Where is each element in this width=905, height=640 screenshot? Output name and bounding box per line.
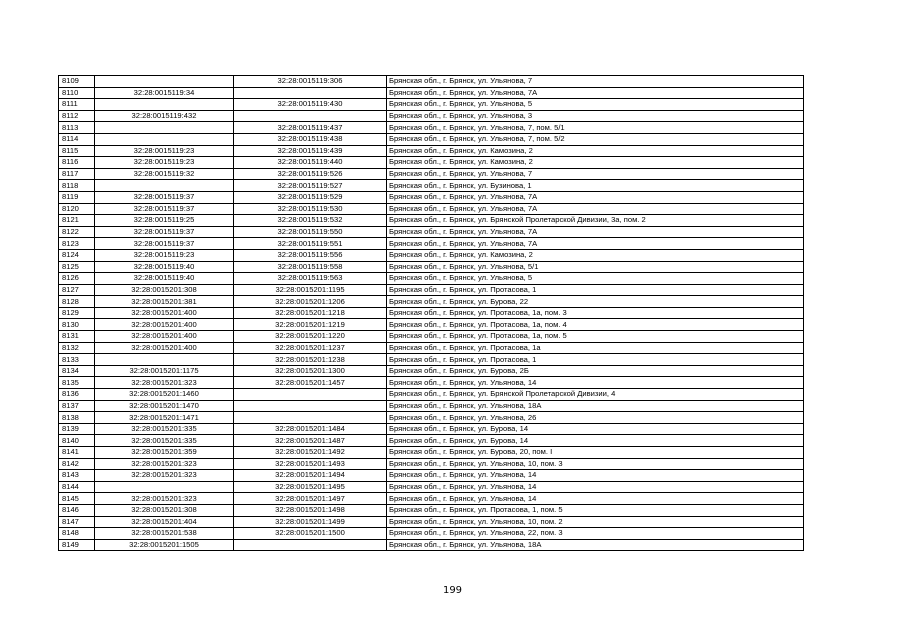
row-number-cell: 8146	[59, 504, 95, 516]
address-cell: Брянская обл., г. Брянск, ул. Ульянова, 7А	[387, 238, 804, 250]
parcel-cadastral-number-cell: 32:28:0015201:538	[95, 528, 234, 540]
parcel-cadastral-number-cell: 32:28:0015119:25	[95, 215, 234, 227]
address-cell: Брянская обл., г. Брянск, ул. Ульянова, 7	[387, 168, 804, 180]
parcel-cadastral-number-cell: 32:28:0015201:400	[95, 307, 234, 319]
parcel-cadastral-number-cell: 32:28:0015201:323	[95, 377, 234, 389]
row-number-cell: 8128	[59, 296, 95, 308]
address-cell: Брянская обл., г. Брянск, ул. Бурова, 2Б	[387, 365, 804, 377]
address-cell: Брянская обл., г. Брянск, ул. Протасова, 1а, пом. 4	[387, 319, 804, 331]
table-row	[59, 157, 804, 169]
parcel-cadastral-number-cell	[95, 133, 234, 145]
object-cadastral-number-cell: 32:28:0015119:526	[234, 168, 387, 180]
object-cadastral-number-cell: 32:28:0015119:550	[234, 226, 387, 238]
address-cell: Брянская обл., г. Брянск, ул. Ульянова, 18А	[387, 400, 804, 412]
row-number-cell: 8123	[59, 238, 95, 250]
address-cell: Брянская обл., г. Брянск, ул. Ульянова, 18А	[387, 539, 804, 551]
object-cadastral-number-cell	[234, 110, 387, 122]
table-row	[59, 458, 804, 470]
table-row	[59, 168, 804, 180]
row-number-cell: 8109	[59, 76, 95, 88]
object-cadastral-number-cell: 32:28:0015201:1493	[234, 458, 387, 470]
parcel-cadastral-number-cell	[95, 122, 234, 134]
parcel-cadastral-number-cell: 32:28:0015201:1460	[95, 389, 234, 401]
object-cadastral-number-cell: 32:28:0015201:1457	[234, 377, 387, 389]
parcel-cadastral-number-cell: 32:28:0015201:381	[95, 296, 234, 308]
address-cell: Брянская обл., г. Брянск, ул. Бурова, 22	[387, 296, 804, 308]
object-cadastral-number-cell: 32:28:0015119:551	[234, 238, 387, 250]
row-number-cell: 8131	[59, 331, 95, 343]
row-number-cell: 8137	[59, 400, 95, 412]
row-number-cell: 8119	[59, 191, 95, 203]
object-cadastral-number-cell: 32:28:0015201:1195	[234, 284, 387, 296]
table-row	[59, 307, 804, 319]
object-cadastral-number-cell	[234, 539, 387, 551]
row-number-cell: 8143	[59, 470, 95, 482]
table-row	[59, 365, 804, 377]
address-cell: Брянская обл., г. Брянск, ул. Ульянова, 7А	[387, 191, 804, 203]
address-cell: Брянская обл., г. Брянск, ул. Бурова, 14	[387, 435, 804, 447]
address-cell: Брянская обл., г. Брянск, ул. Бурова, 14	[387, 423, 804, 435]
address-cell: Брянская обл., г. Брянск, ул. Протасова, 1а	[387, 342, 804, 354]
object-cadastral-number-cell: 32:28:0015119:558	[234, 261, 387, 273]
object-cadastral-number-cell: 32:28:0015201:1500	[234, 528, 387, 540]
object-cadastral-number-cell: 32:28:0015201:1492	[234, 447, 387, 459]
object-cadastral-number-cell: 32:28:0015119:529	[234, 191, 387, 203]
object-cadastral-number-cell	[234, 400, 387, 412]
table-row	[59, 435, 804, 447]
address-cell: Брянская обл., г. Брянск, ул. Ульянова, 14	[387, 377, 804, 389]
row-number-cell: 8112	[59, 110, 95, 122]
table-row	[59, 238, 804, 250]
object-cadastral-number-cell: 32:28:0015201:1484	[234, 423, 387, 435]
object-cadastral-number-cell: 32:28:0015201:1218	[234, 307, 387, 319]
address-cell: Брянская обл., г. Брянск, ул. Ульянова, 7А	[387, 203, 804, 215]
table-row	[59, 400, 804, 412]
parcel-cadastral-number-cell: 32:28:0015119:37	[95, 203, 234, 215]
parcel-cadastral-number-cell: 32:28:0015201:400	[95, 331, 234, 343]
row-number-cell: 8126	[59, 273, 95, 285]
registry-table-body	[59, 76, 804, 551]
row-number-cell: 8130	[59, 319, 95, 331]
parcel-cadastral-number-cell	[95, 354, 234, 366]
table-row	[59, 99, 804, 111]
object-cadastral-number-cell	[234, 389, 387, 401]
object-cadastral-number-cell: 32:28:0015119:437	[234, 122, 387, 134]
parcel-cadastral-number-cell: 32:28:0015201:1175	[95, 365, 234, 377]
parcel-cadastral-number-cell: 32:28:0015201:335	[95, 435, 234, 447]
row-number-cell: 8116	[59, 157, 95, 169]
object-cadastral-number-cell: 32:28:0015119:530	[234, 203, 387, 215]
table-row	[59, 319, 804, 331]
row-number-cell: 8135	[59, 377, 95, 389]
row-number-cell: 8113	[59, 122, 95, 134]
table-row	[59, 122, 804, 134]
parcel-cadastral-number-cell: 32:28:0015119:40	[95, 261, 234, 273]
table-row	[59, 249, 804, 261]
table-row	[59, 215, 804, 227]
row-number-cell: 8117	[59, 168, 95, 180]
table-row	[59, 296, 804, 308]
table-row	[59, 354, 804, 366]
address-cell: Брянская обл., г. Брянск, ул. Ульянова, 5	[387, 99, 804, 111]
table-row	[59, 481, 804, 493]
table-row	[59, 423, 804, 435]
table-row	[59, 331, 804, 343]
table-row	[59, 110, 804, 122]
parcel-cadastral-number-cell	[95, 99, 234, 111]
row-number-cell: 8132	[59, 342, 95, 354]
row-number-cell: 8129	[59, 307, 95, 319]
object-cadastral-number-cell: 32:28:0015119:532	[234, 215, 387, 227]
address-cell: Брянская обл., г. Брянск, ул. Протасова, 1а, пом. 5	[387, 331, 804, 343]
address-cell: Брянская обл., г. Брянск, ул. Ульянова, 3	[387, 110, 804, 122]
object-cadastral-number-cell: 32:28:0015201:1497	[234, 493, 387, 505]
table-row	[59, 504, 804, 516]
page-number: 199	[442, 585, 463, 596]
object-cadastral-number-cell: 32:28:0015119:556	[234, 249, 387, 261]
table-row	[59, 493, 804, 505]
parcel-cadastral-number-cell: 32:28:0015119:40	[95, 273, 234, 285]
address-cell: Брянская обл., г. Брянск, ул. Ульянова, 7А	[387, 87, 804, 99]
row-number-cell: 8133	[59, 354, 95, 366]
parcel-cadastral-number-cell: 32:28:0015201:400	[95, 342, 234, 354]
row-number-cell: 8141	[59, 447, 95, 459]
row-number-cell: 8125	[59, 261, 95, 273]
parcel-cadastral-number-cell: 32:28:0015119:432	[95, 110, 234, 122]
parcel-cadastral-number-cell: 32:28:0015119:32	[95, 168, 234, 180]
address-cell: Брянская обл., г. Брянск, ул. Ульянова, 14	[387, 481, 804, 493]
address-cell: Брянская обл., г. Брянск, ул. Бурова, 20, пом. I	[387, 447, 804, 459]
row-number-cell: 8121	[59, 215, 95, 227]
address-cell: Брянская обл., г. Брянск, ул. Камозина, 2	[387, 157, 804, 169]
parcel-cadastral-number-cell: 32:28:0015201:323	[95, 470, 234, 482]
address-cell: Брянская обл., г. Брянск, ул. Ульянова, 10, пом. 3	[387, 458, 804, 470]
parcel-cadastral-number-cell: 32:28:0015201:1470	[95, 400, 234, 412]
parcel-cadastral-number-cell: 32:28:0015201:308	[95, 284, 234, 296]
object-cadastral-number-cell: 32:28:0015119:438	[234, 133, 387, 145]
row-number-cell: 8142	[59, 458, 95, 470]
parcel-cadastral-number-cell: 32:28:0015201:400	[95, 319, 234, 331]
address-cell: Брянская обл., г. Брянск, ул. Ульянова, 7А	[387, 226, 804, 238]
parcel-cadastral-number-cell: 32:28:0015119:23	[95, 249, 234, 261]
table-row	[59, 191, 804, 203]
address-cell: Брянская обл., г. Брянск, ул. Ульянова, 22, пом. 3	[387, 528, 804, 540]
object-cadastral-number-cell: 32:28:0015201:1495	[234, 481, 387, 493]
parcel-cadastral-number-cell: 32:28:0015201:404	[95, 516, 234, 528]
address-cell: Брянская обл., г. Брянск, ул. Камозина, 2	[387, 145, 804, 157]
object-cadastral-number-cell: 32:28:0015201:1494	[234, 470, 387, 482]
table-row	[59, 516, 804, 528]
object-cadastral-number-cell: 32:28:0015201:1220	[234, 331, 387, 343]
parcel-cadastral-number-cell: 32:28:0015119:37	[95, 191, 234, 203]
row-number-cell: 8120	[59, 203, 95, 215]
row-number-cell: 8127	[59, 284, 95, 296]
object-cadastral-number-cell	[234, 412, 387, 424]
object-cadastral-number-cell: 32:28:0015119:430	[234, 99, 387, 111]
address-cell: Брянская обл., г. Брянск, ул. Ульянова, 7, пом. 5/1	[387, 122, 804, 134]
address-cell: Брянская обл., г. Брянск, ул. Брянской Пролетарской Дивизии, 4	[387, 389, 804, 401]
parcel-cadastral-number-cell: 32:28:0015119:23	[95, 157, 234, 169]
address-cell: Брянская обл., г. Брянск, ул. Ульянова, 10, пом. 2	[387, 516, 804, 528]
parcel-cadastral-number-cell: 32:28:0015201:359	[95, 447, 234, 459]
address-cell: Брянская обл., г. Брянск, ул. Протасова, 1	[387, 354, 804, 366]
table-row	[59, 377, 804, 389]
parcel-cadastral-number-cell: 32:28:0015201:1471	[95, 412, 234, 424]
row-number-cell: 8118	[59, 180, 95, 192]
row-number-cell: 8110	[59, 87, 95, 99]
object-cadastral-number-cell: 32:28:0015119:306	[234, 76, 387, 88]
address-cell: Брянская обл., г. Брянск, ул. Ульянова, 14	[387, 493, 804, 505]
row-number-cell: 8111	[59, 99, 95, 111]
address-cell: Брянская обл., г. Брянск, ул. Протасова, 1	[387, 284, 804, 296]
parcel-cadastral-number-cell: 32:28:0015119:37	[95, 238, 234, 250]
address-cell: Брянская обл., г. Брянск, ул. Бузинова, 1	[387, 180, 804, 192]
object-cadastral-number-cell: 32:28:0015119:527	[234, 180, 387, 192]
table-row	[59, 87, 804, 99]
row-number-cell: 8149	[59, 539, 95, 551]
object-cadastral-number-cell: 32:28:0015201:1219	[234, 319, 387, 331]
table-row	[59, 447, 804, 459]
object-cadastral-number-cell: 32:28:0015201:1238	[234, 354, 387, 366]
table-row	[59, 180, 804, 192]
address-cell: Брянская обл., г. Брянск, ул. Протасова, 1а, пом. 3	[387, 307, 804, 319]
table-row	[59, 389, 804, 401]
row-number-cell: 8144	[59, 481, 95, 493]
object-cadastral-number-cell: 32:28:0015119:563	[234, 273, 387, 285]
table-row	[59, 261, 804, 273]
table-row	[59, 342, 804, 354]
row-number-cell: 8148	[59, 528, 95, 540]
address-cell: Брянская обл., г. Брянск, ул. Камозина, 2	[387, 249, 804, 261]
address-cell: Брянская обл., г. Брянск, ул. Ульянова, 5	[387, 273, 804, 285]
parcel-cadastral-number-cell: 32:28:0015201:308	[95, 504, 234, 516]
registry-table	[58, 75, 804, 551]
object-cadastral-number-cell: 32:28:0015201:1487	[234, 435, 387, 447]
object-cadastral-number-cell	[234, 87, 387, 99]
table-row	[59, 145, 804, 157]
table-row	[59, 284, 804, 296]
address-cell: Брянская обл., г. Брянск, ул. Ульянова, 5/1	[387, 261, 804, 273]
table-row	[59, 273, 804, 285]
parcel-cadastral-number-cell	[95, 481, 234, 493]
row-number-cell: 8140	[59, 435, 95, 447]
object-cadastral-number-cell: 32:28:0015201:1206	[234, 296, 387, 308]
table-row	[59, 203, 804, 215]
address-cell: Брянская обл., г. Брянск, ул. Ульянова, 26	[387, 412, 804, 424]
address-cell: Брянская обл., г. Брянск, ул. Ульянова, 14	[387, 470, 804, 482]
parcel-cadastral-number-cell: 32:28:0015201:323	[95, 458, 234, 470]
row-number-cell: 8114	[59, 133, 95, 145]
table-row	[59, 470, 804, 482]
object-cadastral-number-cell: 32:28:0015201:1237	[234, 342, 387, 354]
object-cadastral-number-cell: 32:28:0015201:1498	[234, 504, 387, 516]
parcel-cadastral-number-cell: 32:28:0015119:34	[95, 87, 234, 99]
table-row	[59, 133, 804, 145]
table-row	[59, 76, 804, 88]
row-number-cell: 8124	[59, 249, 95, 261]
object-cadastral-number-cell: 32:28:0015119:440	[234, 157, 387, 169]
row-number-cell: 8145	[59, 493, 95, 505]
address-cell: Брянская обл., г. Брянск, ул. Протасова, 1, пом. 5	[387, 504, 804, 516]
parcel-cadastral-number-cell	[95, 76, 234, 88]
address-cell: Брянская обл., г. Брянск, ул. Ульянова, 7, пом. 5/2	[387, 133, 804, 145]
address-cell: Брянская обл., г. Брянск, ул. Брянской Пролетарской Дивизии, 3а, пом. 2	[387, 215, 804, 227]
table-row	[59, 226, 804, 238]
parcel-cadastral-number-cell: 32:28:0015201:1505	[95, 539, 234, 551]
object-cadastral-number-cell: 32:28:0015119:439	[234, 145, 387, 157]
table-row	[59, 539, 804, 551]
address-cell: Брянская обл., г. Брянск, ул. Ульянова, 7	[387, 76, 804, 88]
table-row	[59, 528, 804, 540]
table-row	[59, 412, 804, 424]
row-number-cell: 8136	[59, 389, 95, 401]
parcel-cadastral-number-cell	[95, 180, 234, 192]
object-cadastral-number-cell: 32:28:0015201:1499	[234, 516, 387, 528]
row-number-cell: 8134	[59, 365, 95, 377]
row-number-cell: 8115	[59, 145, 95, 157]
row-number-cell: 8139	[59, 423, 95, 435]
row-number-cell: 8147	[59, 516, 95, 528]
parcel-cadastral-number-cell: 32:28:0015119:37	[95, 226, 234, 238]
row-number-cell: 8122	[59, 226, 95, 238]
parcel-cadastral-number-cell: 32:28:0015201:323	[95, 493, 234, 505]
row-number-cell: 8138	[59, 412, 95, 424]
parcel-cadastral-number-cell: 32:28:0015201:335	[95, 423, 234, 435]
object-cadastral-number-cell: 32:28:0015201:1300	[234, 365, 387, 377]
parcel-cadastral-number-cell: 32:28:0015119:23	[95, 145, 234, 157]
